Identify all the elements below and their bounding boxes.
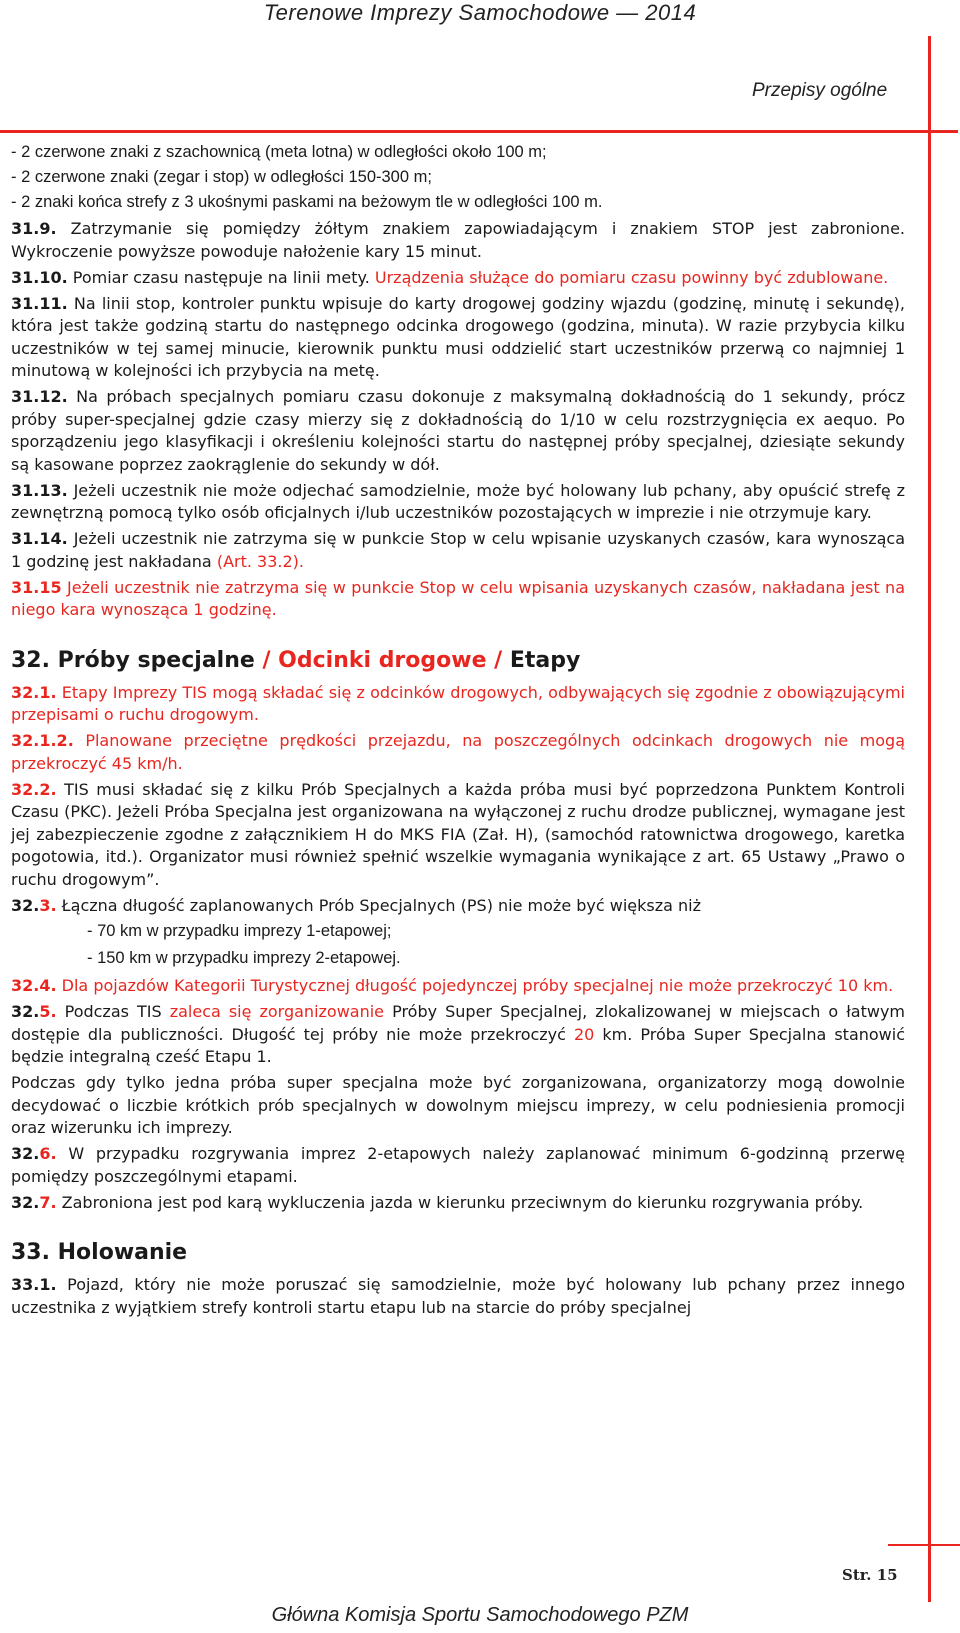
section-label: Przepisy ogólne <box>752 80 888 101</box>
paragraph-32-6 <box>11 1143 905 1188</box>
paragraph-text: Na linii stop, kontroler punktu wpisuje do karty drogowej godziny wjazdu (godzinę, minutę i sekundę), która jest także godziną startu do następnego odcinka drogowego (godzina, minuta). W razie przybycia kilku uczestników w tej samej minucie, kierownik punktu musi oddzielić start uczestników przerwą co najmniej 1 minutową w kolejności ich przybycia na metę. <box>11 293 905 380</box>
list-item: - 70 km w przypadku imprezy 1-etapowej; <box>87 922 392 940</box>
paragraph-number: 32.2. <box>11 779 57 799</box>
vertical-red-rule <box>928 36 931 1602</box>
intro-line-1: - 2 czerwone znaki z szachownicą (meta lotna) w odległości około 100 m; <box>11 143 547 161</box>
paragraph-number: 31.9. <box>11 219 57 238</box>
paragraph-text: Zatrzymanie się pomiędzy żółtym znakiem zapowiadającym i znakiem STOP jest zabronione. Wykroczenie powyższe powoduje nałożenie kary 15 minut. <box>11 219 906 261</box>
paragraph-32-1-2 <box>11 730 905 775</box>
paragraph-number-b: 5. <box>39 1002 57 1021</box>
heading-part: Etapy <box>509 647 581 673</box>
list-item: - 150 km w przypadku imprezy 2-etapowej. <box>87 949 401 967</box>
paragraph-32-5 <box>11 1001 905 1069</box>
document-body <box>11 140 905 1323</box>
paragraph-number: 32.1.2. <box>11 731 74 750</box>
paragraph-text-red: 20 <box>574 1024 595 1044</box>
paragraph-number: 31.15 <box>11 577 62 597</box>
paragraph-text: Łączna długość zaplanowanych Prób Specjalnych (PS) nie może być większa niż <box>61 895 702 915</box>
paragraph-number: 31.11. <box>11 293 68 313</box>
paragraph-31-13 <box>11 480 905 525</box>
paragraph-number-b: 6. <box>39 1144 57 1163</box>
paragraph-text: W przypadku rozgrywania imprez 2-etapowych należy zaplanować minimum 6-godzinną przerwę pomiędzy poszczególnymi etapami. <box>11 1144 905 1186</box>
paragraph-31-12 <box>11 386 905 476</box>
paragraph-31-10 <box>11 267 905 290</box>
paragraph-text: Pomiar czasu następuje na linii mety. <box>72 267 370 287</box>
page-footer: Główna Komisja Sportu Samochodowego PZM <box>271 1604 689 1626</box>
paragraph-32-4 <box>11 975 905 998</box>
paragraph-31-11 <box>11 293 905 383</box>
page-number: Str. 15 <box>842 1566 898 1584</box>
paragraph-32-5-continued: Podczas gdy tylko jedna próba super specjalna może być zorganizowana, organizatorzy mogą dowolnie decydować o liczbie krótkich prób specjalnych w dowolnym miejscu imprezy, w celu podniesienia promocji oraz wizerunku ich imprezy. <box>11 1073 905 1137</box>
paragraph-32-1 <box>11 682 905 727</box>
paragraph-number: 31.13. <box>11 480 68 500</box>
paragraph-text: km. Próba Super Specjalna stanowić będzie integralną cześć Etapu 1. <box>11 1024 906 1066</box>
paragraph-text: Dla pojazdów Kategorii Turystycznej długość pojedynczej próby specjalnej nie może przekroczyć 10 km. <box>61 976 894 995</box>
paragraph-number: 33.1. <box>11 1275 57 1294</box>
heading-part-red: / Odcinki drogowe / <box>262 647 503 673</box>
horizontal-red-rule <box>0 130 958 133</box>
intro-line-3: - 2 znaki końca strefy z 3 ukośnymi paskami na beżowym tle w odległości 100 m. <box>11 193 603 211</box>
paragraph-text: Na próbach specjalnych pomiaru czasu dokonuje z maksymalną dokładnością do 1 sekundy, prócz próby super-specjalnej gdzie czasy mierzy się z dokładnością do 1/10 w celu rozstrzygnięcia ex aequo. Po sporządzeniu jego klasyfikacji i określeniu kolejności startu do następnej próby specjalnej, dziesiąte sekundy są kasowane poprzez zaokrąglenie do sekundy w dół. <box>11 387 905 474</box>
paragraph-text: Jeżeli uczestnik nie zatrzyma się w punkcie Stop w celu wpisania uzyskanych czasów, nakładana jest na niego kara wynosząca 1 godzinę. <box>11 577 906 619</box>
intro-line-2: - 2 czerwone znaki (zegar i stop) w odległości 150-300 m; <box>11 168 432 186</box>
paragraph-number-a: 32. <box>11 1144 40 1163</box>
paragraph-number: 32.4. <box>11 976 57 995</box>
paragraph-text-red: Urządzenia służące do pomiaru czasu powinny być zdublowane. <box>374 267 889 287</box>
paragraph-text: Próby Super Specjalnej, zlokalizowanej w miejscach o łatwym dostępie dla publiczności. Długość tej próby nie może przekroczyć <box>11 1002 906 1044</box>
paragraph-number: 31.10. <box>11 267 68 287</box>
paragraph-31-9 <box>11 218 905 263</box>
paragraph-number-a: 32. <box>11 895 40 915</box>
paragraph-32-7 <box>11 1192 905 1215</box>
paragraph-text: Etapy Imprezy TIS mogą składać się z odcinków drogowych, odbywających się zgodnie z obowiązującymi przepisami o ruchu drogowym. <box>11 682 905 724</box>
paragraph-31-14 <box>11 528 905 573</box>
paragraph-text-red: zaleca się zorganizowanie <box>169 1002 385 1021</box>
paragraph-number: 31.12. <box>11 387 68 406</box>
paragraph-number-b: 7. <box>39 1192 57 1212</box>
paragraph-number-a: 32. <box>11 1192 40 1212</box>
paragraph-text: TIS musi składać się z kilku Prób Specjalnych a każda próba musi być poprzedzona Punktem Kontroli Czasu (PKC). Jeżeli Próba Specjalna jest organizowana na wyłączonej z ruchu drodze publicznej, wymagane jest jej zabezpieczenie zgodne z załącznikiem H do MKS FIA (Zał. H), (samochód ratownictwa drogowego, karetka pogotowia, itd.). Organizator musi również spełnić wszelkie wymagania wynikające z art. 65 Ustawy „Prawo o ruchu drogowym”. <box>11 779 905 889</box>
bottom-red-rule <box>888 1544 960 1546</box>
paragraph-text: Jeżeli uczestnik nie zatrzyma się w punkcie Stop w celu wpisanie uzyskanych czasów, kara wynosząca 1 godzinę jest nakładana <box>11 529 906 571</box>
paragraph-33-1 <box>11 1274 905 1319</box>
paragraph-text: Planowane przeciętne prędkości przejazdu, na poszczególnych odcinkach drogowych nie mogą przekroczyć 45 km/h. <box>11 731 905 773</box>
paragraph-number: 31.14. <box>11 529 68 548</box>
paragraph-31-15 <box>11 577 905 622</box>
paragraph-number-a: 32. <box>11 1002 40 1021</box>
heading-part: 32. Próby specjalne <box>11 647 255 673</box>
page-header-title: Terenowe Imprezy Samochodowe — 2014 <box>263 0 697 25</box>
paragraph-32-2 <box>11 779 905 892</box>
heading-article-32 <box>11 646 905 676</box>
paragraph-text: Pojazd, który nie może poruszać się samodzielnie, może być holowany lub pchany przez innego uczestnika z wyjątkiem strefy kontroli startu etapu lub na starcie do próby specjalnej <box>11 1275 905 1317</box>
paragraph-text: Jeżeli uczestnik nie może odjechać samodzielnie, może być holowany lub pchany, aby opuścić strefę z zewnętrzną pomocą tylko osób oficjalnych i/lub uczestników pozostających w imprezie i nie otrzymuje kary. <box>11 480 905 522</box>
paragraph-number: 32.1. <box>11 682 57 702</box>
paragraph-32-3 <box>11 895 905 918</box>
paragraph-text: Podczas TIS <box>64 1002 162 1021</box>
heading-article-33: 33. Holowanie <box>11 1240 188 1265</box>
paragraph-text: Zabroniona jest pod karą wykluczenia jazda w kierunku przeciwnym do kierunku rozgrywania próby. <box>61 1192 864 1212</box>
paragraph-text-red: (Art. 33.2). <box>216 551 304 571</box>
paragraph-number-b: 3. <box>39 895 57 915</box>
